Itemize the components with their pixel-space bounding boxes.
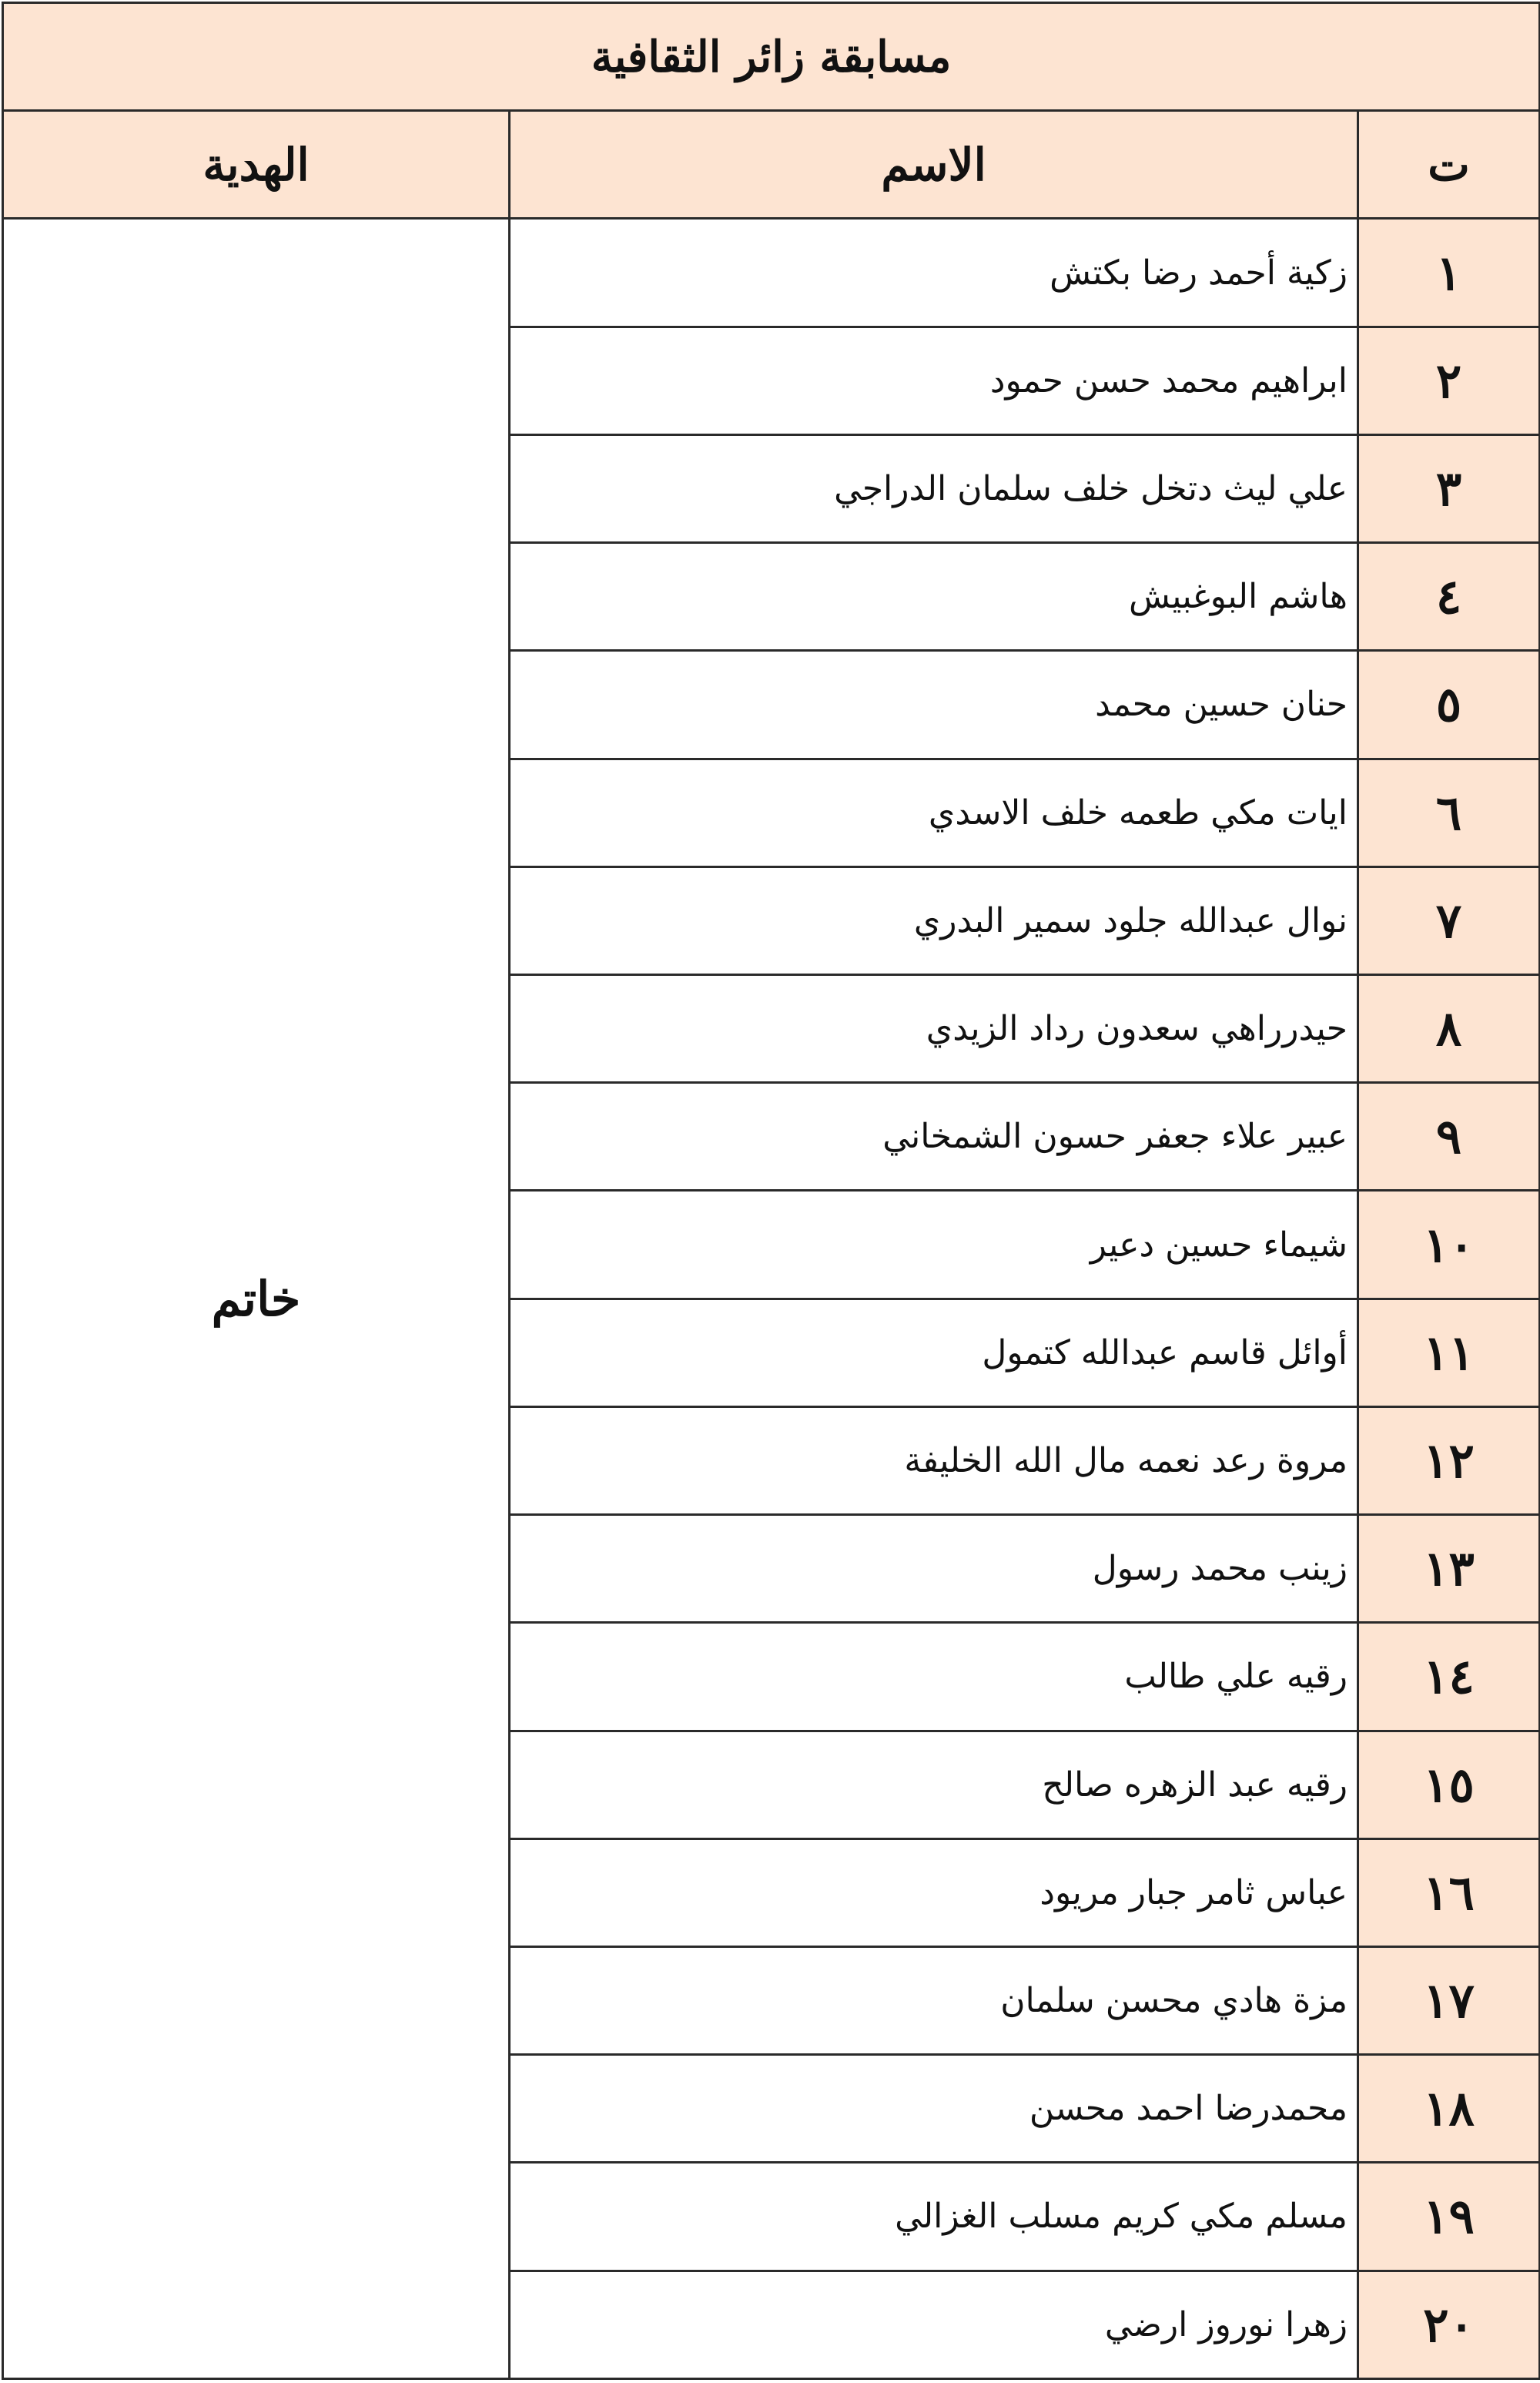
- row-number: ١٣: [1358, 1515, 1540, 1623]
- gift-value: خاتم: [3, 219, 510, 2379]
- row-number: ١٠: [1358, 1191, 1540, 1299]
- row-number: ١٢: [1358, 1406, 1540, 1514]
- row-number: ٧: [1358, 866, 1540, 974]
- row-name: عبير علاء جعفر حسون الشمخاني: [510, 1083, 1358, 1191]
- header-name: الاسم: [510, 111, 1358, 219]
- row-name: زكية أحمد رضا بكتش: [510, 219, 1358, 327]
- row-name: هاشم البوغبيش: [510, 543, 1358, 651]
- row-name: رقيه عبد الزهره صالح: [510, 1731, 1358, 1838]
- header-gift: الهدية: [3, 111, 510, 219]
- row-name: رقيه علي طالب: [510, 1623, 1358, 1731]
- row-number: ١٥: [1358, 1731, 1540, 1838]
- row-number: ٣: [1358, 434, 1540, 542]
- header-row: [3, 111, 1540, 219]
- winners-table: [2, 2, 1540, 2380]
- table-row: [3, 219, 1540, 327]
- row-number: ١: [1358, 219, 1540, 327]
- winners-table-body: [3, 3, 1540, 2379]
- row-name: نوال عبدالله جلود سمير البدري: [510, 866, 1358, 974]
- row-name: مزة هادي محسن سلمان: [510, 1946, 1358, 2054]
- row-number: ٢٠: [1358, 2271, 1540, 2378]
- row-number: ٥: [1358, 651, 1540, 759]
- row-number: ٤: [1358, 543, 1540, 651]
- row-number: ٦: [1358, 759, 1540, 866]
- row-name: زينب محمد رسول: [510, 1515, 1358, 1623]
- row-name: محمدرضا احمد محسن: [510, 2055, 1358, 2163]
- row-number: ١٤: [1358, 1623, 1540, 1731]
- row-name: حيدرراهي سعدون رداد الزيدي: [510, 974, 1358, 1082]
- row-name: علي ليث دتخل خلف سلمان الدراجي: [510, 434, 1358, 542]
- row-name: مسلم مكي كريم مسلب الغزالي: [510, 2163, 1358, 2271]
- row-name: أوائل قاسم عبدالله كتمول: [510, 1299, 1358, 1406]
- row-name: ابراهيم محمد حسن حمود: [510, 327, 1358, 434]
- table-title: مسابقة زائر الثقافية: [3, 3, 1540, 111]
- row-number: ١٩: [1358, 2163, 1540, 2271]
- row-name: عباس ثامر جبار مريود: [510, 1838, 1358, 1946]
- row-name: زهرا نوروز ارضي: [510, 2271, 1358, 2378]
- row-number: ٨: [1358, 974, 1540, 1082]
- row-number: ١٧: [1358, 1946, 1540, 2054]
- header-number: ت: [1358, 111, 1540, 219]
- row-number: ٢: [1358, 327, 1540, 434]
- row-name: ايات مكي طعمه خلف الاسدي: [510, 759, 1358, 866]
- row-name: شيماء حسين دعير: [510, 1191, 1358, 1299]
- row-number: ١٨: [1358, 2055, 1540, 2163]
- row-name: مروة رعد نعمه مال الله الخليفة: [510, 1406, 1358, 1514]
- row-number: ١١: [1358, 1299, 1540, 1406]
- row-number: ١٦: [1358, 1838, 1540, 1946]
- title-row: [3, 3, 1540, 111]
- row-number: ٩: [1358, 1083, 1540, 1191]
- row-name: حنان حسين محمد: [510, 651, 1358, 759]
